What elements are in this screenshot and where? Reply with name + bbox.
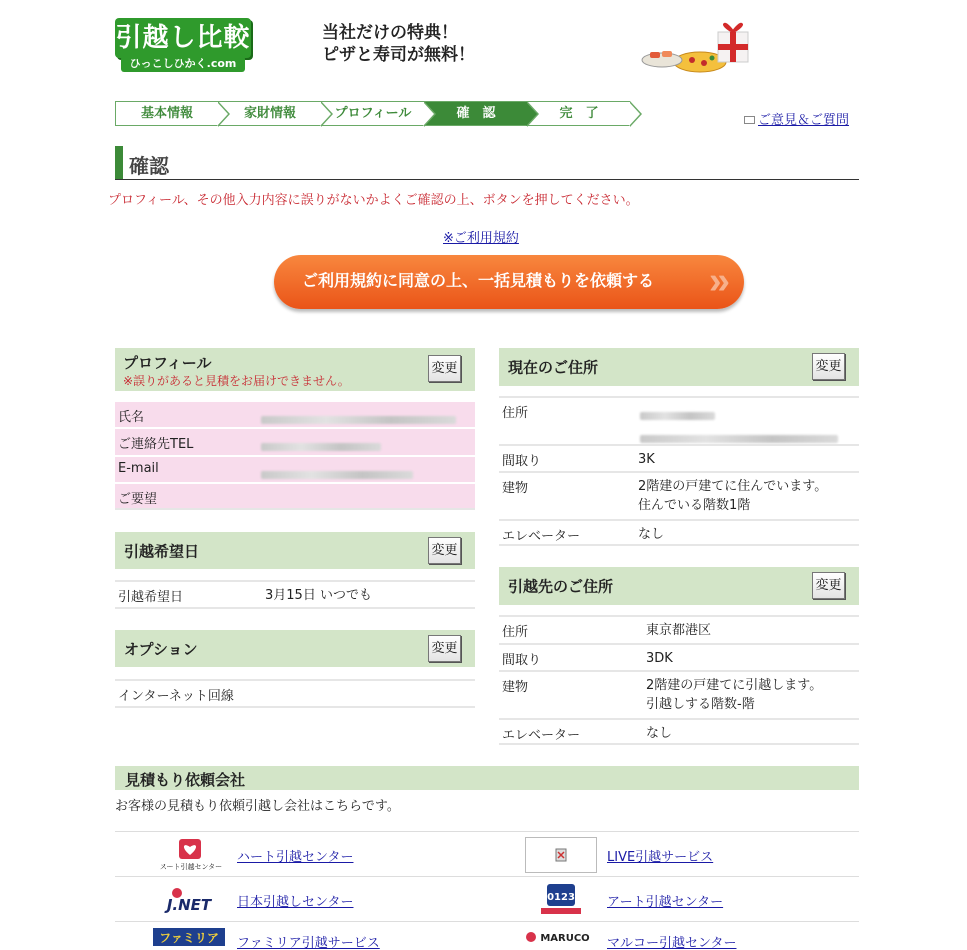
move-date-panel-header: [115, 532, 475, 569]
row-label: エレベーター: [502, 728, 581, 743]
current-building-row: [499, 471, 859, 519]
row-value: 3DK: [646, 651, 673, 666]
new-layout-row: [499, 643, 859, 670]
terms-link[interactable]: ※ご利用規約: [443, 231, 519, 246]
move-date-rows: [115, 580, 475, 609]
company-item: [115, 922, 485, 950]
familia-logo: [153, 926, 225, 950]
new-address-title: 引越先のご住所: [508, 577, 614, 596]
options-panel-header: [115, 630, 475, 667]
company-row: [115, 831, 859, 876]
profile-row-email: [115, 455, 475, 482]
new-building-row: [499, 670, 859, 718]
maruco-logo-text: MARUCO: [540, 933, 590, 944]
companies-note: お客様の見積もり依頼引越し会社はこちらです。: [115, 799, 400, 814]
row-value: なし: [646, 726, 673, 741]
page-title-text: 確認: [129, 154, 169, 178]
row-value: 2階建の戸建てに住んでいます。: [638, 479, 828, 494]
chevron-right-icon: »: [708, 260, 730, 302]
submit-button-label: ご利用規約に同意の上、一括見積もりを依頼する: [302, 273, 655, 290]
promo-line-1: 当社だけの特典！: [322, 23, 458, 43]
current-elevator-row: [499, 519, 859, 546]
profile-title: プロフィール: [123, 354, 212, 372]
row-label: 住所: [502, 625, 529, 640]
promo-text: [322, 22, 475, 66]
move-date-change-button[interactable]: 変更: [428, 537, 461, 564]
title-accent-bar: [115, 146, 123, 179]
company-item: [485, 922, 859, 950]
row-label: 間取り: [502, 454, 542, 469]
company-link-maruco[interactable]: マルコー引越センター: [607, 936, 737, 950]
building-value: [646, 676, 822, 714]
jnet-logo: [155, 883, 227, 917]
company-link-familia[interactable]: ファミリア引越サービス: [237, 936, 380, 950]
row-label: 引越希望日: [118, 590, 184, 605]
heart-logo: [155, 838, 227, 872]
row-label: 間取り: [502, 653, 542, 668]
step-basic-info: 基本情報: [115, 101, 218, 126]
live-logo-placeholder: [525, 837, 597, 873]
row-label: エレベーター: [502, 529, 581, 544]
move-date-title: 引越希望日: [124, 542, 200, 560]
gift-and-pizza-image: [640, 14, 755, 76]
row-value: なし: [638, 527, 665, 542]
company-link-heart[interactable]: ハート引越センター: [237, 850, 354, 865]
company-item: [485, 877, 859, 922]
address-value-masked: [640, 407, 838, 449]
art-logo: [525, 883, 597, 917]
company-item: [115, 877, 485, 922]
row-label: ご連絡先TEL: [118, 437, 194, 452]
row-value-2: 住んでいる階数1階: [638, 498, 751, 513]
new-address-rows: [499, 615, 859, 745]
step-household-info: 家財情報: [218, 101, 321, 126]
page-title: [115, 146, 859, 180]
row-label: ご要望: [118, 492, 158, 507]
submit-quote-request-button[interactable]: [274, 255, 744, 309]
options-rows: [115, 679, 475, 708]
feedback-link[interactable]: ご意見＆ご質問: [758, 113, 850, 128]
new-elevator-row: [499, 718, 859, 745]
progress-steps: [115, 101, 630, 126]
profile-rows: [115, 400, 475, 510]
row-value-2: 引越しする階数-階: [646, 697, 755, 712]
building-value: [638, 477, 827, 515]
profile-panel-header: [115, 348, 475, 391]
row-label: 氏名: [118, 410, 145, 425]
current-address-change-button[interactable]: 変更: [812, 353, 845, 380]
companies-section-header: [115, 766, 859, 790]
new-address-panel-header: [499, 567, 859, 605]
company-link-live[interactable]: LIVE引越サービス: [607, 850, 714, 865]
options-title: オプション: [124, 640, 198, 658]
row-label: 住所: [502, 406, 529, 421]
profile-warning: ※誤りがあると見積をお届けできません。: [123, 374, 350, 388]
row-label: 建物: [502, 481, 529, 496]
move-date-row: [115, 580, 475, 609]
current-layout-row: [499, 444, 859, 471]
companies-title: 見積もり依頼会社: [125, 771, 246, 789]
profile-row-tel: [115, 427, 475, 455]
promo-line-2: ピザと寿司が無料！: [322, 45, 475, 65]
row-value: 東京都港区: [646, 623, 712, 638]
art-logo-text: 0123: [547, 892, 575, 903]
company-item: [115, 832, 485, 877]
company-link-nihon[interactable]: 日本引越しセンター: [237, 895, 354, 910]
company-item: [485, 832, 859, 877]
site-logo[interactable]: [115, 18, 251, 74]
row-label: 建物: [502, 680, 529, 695]
company-link-art[interactable]: アート引越センター: [607, 895, 724, 910]
step-complete: 完 了: [527, 101, 630, 126]
profile-change-button[interactable]: 変更: [428, 355, 461, 382]
row-value: 3K: [638, 452, 655, 467]
options-change-button[interactable]: 変更: [428, 635, 461, 662]
row-label: インターネット回線: [118, 689, 234, 704]
familia-logo-text: ファミリア: [159, 931, 219, 945]
current-address-rows: [499, 396, 859, 546]
new-address-row: [499, 615, 859, 643]
step-profile: プロフィール: [321, 101, 424, 126]
current-address-panel-header: [499, 348, 859, 386]
new-address-change-button[interactable]: 変更: [812, 572, 845, 599]
feedback: [744, 109, 849, 128]
profile-row-name: [115, 400, 475, 427]
logo-main-text: 引越し比較: [115, 18, 251, 58]
heart-logo-text: スート引越センター: [159, 863, 223, 871]
row-label: E-mail: [118, 461, 159, 476]
current-address-title: 現在のご住所: [508, 358, 599, 377]
company-row: [115, 921, 859, 950]
confirm-notice: プロフィール、その他入力内容に誤りがないかよくご確認の上、ボタンを押してください。: [108, 193, 639, 208]
company-row: [115, 876, 859, 921]
row-value: 3月15日 いつでも: [265, 588, 372, 603]
profile-row-request: [115, 482, 475, 510]
options-row: [115, 679, 475, 708]
step-confirm: 確 認: [424, 101, 527, 126]
current-address-row: [499, 396, 859, 444]
row-value: 2階建の戸建てに引越します。: [646, 678, 823, 693]
maruco-logo: [523, 926, 595, 950]
logo-sub-text: ひっこしひかく.com: [121, 56, 245, 72]
jnet-logo-text: J.NET: [166, 896, 212, 914]
mail-icon: [744, 116, 755, 124]
